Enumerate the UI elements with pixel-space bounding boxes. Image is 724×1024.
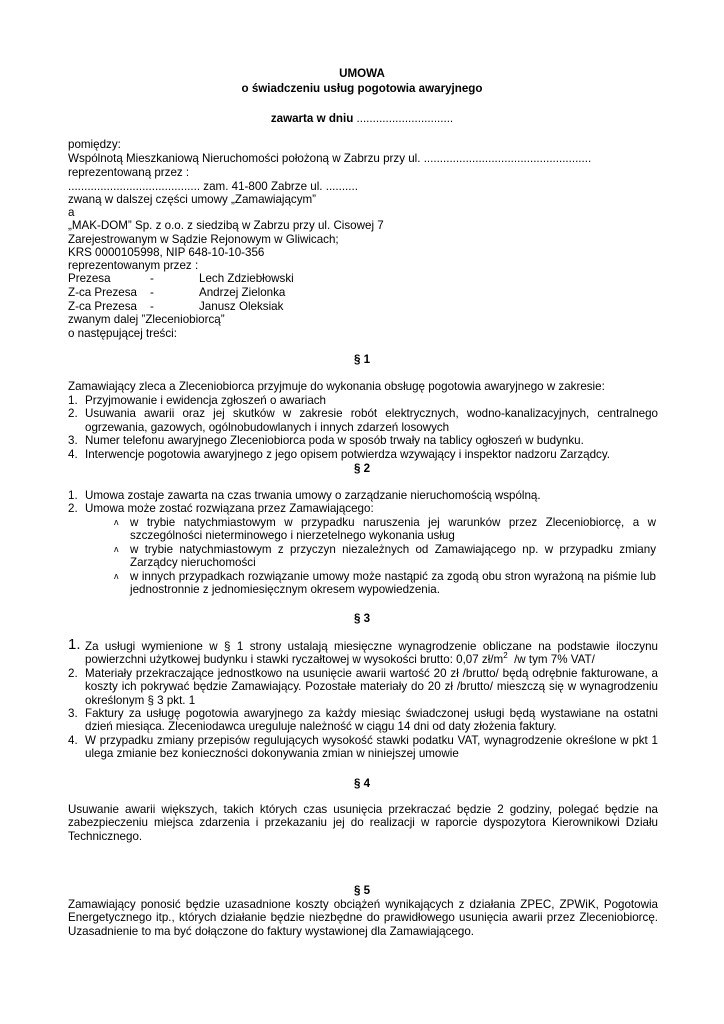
section-3-list [68, 636, 658, 761]
item-text: Numer telefonu awaryjnego Zleceniobiorca poda w sposób trwały na tablicy ogłoszeń w budynku. [85, 434, 584, 448]
krs-line: KRS 0000105998, NIP 648-10-10-356 [68, 246, 265, 259]
concluded-label: zawarta w dniu [270, 112, 354, 125]
board-dash: - [150, 286, 154, 299]
list-item [68, 394, 658, 407]
board-name: Janusz Oleksiak [199, 300, 284, 313]
represented-label-2: reprezentowanym przez : [68, 259, 199, 272]
item-number: 4. [68, 733, 78, 747]
board-dash: - [150, 272, 154, 285]
item-number: 2. [68, 407, 78, 421]
section-heading-2: § 2 [353, 462, 371, 475]
item-number: 3. [68, 434, 78, 448]
list-item [68, 667, 658, 707]
document-subtitle: o świadczeniu usług pogotowia awaryjnego [241, 82, 483, 95]
bullet-icon: ᴧ [114, 517, 119, 527]
list-item [68, 502, 658, 515]
item-number: 2. [68, 502, 78, 516]
list-item [68, 448, 658, 461]
contractor-called-line: zwanym dalej ”Zleceniobiorcą” [68, 313, 225, 326]
list-item [68, 434, 658, 447]
document-title: UMOWA [339, 67, 385, 80]
item-text: Za usługi wymienione w § 1 strony ustalają miesięczne wynagrodzenie obliczane na podstawie iloczynu powierzchni użytkowej budynku i stawki ryczałtowej w wysokości brutto: 0,07 zł/m [85, 640, 658, 667]
section-heading-4: § 4 [353, 777, 371, 790]
concluded-line [0, 112, 724, 125]
content-intro: o następującej treści: [68, 327, 177, 340]
item-number: 1. [68, 394, 78, 407]
represented-label-1: reprezentowaną przez : [68, 166, 190, 179]
bullet-text: w trybie natychmiastowym w przypadku naruszenia jej warunków przez Zleceniobiorcę, a w szczególności nieterminowego i nierzetelnego wykonania usług [130, 516, 656, 543]
item-text: Interwencje pogotowia awaryjnego z jego opisem potwierdza wzywający i inspektor nadzoru Zarządcy. [85, 447, 610, 461]
item-text: Umowa zostaje zawarta na czas trwania umowy o zarządzanie nieruchomością wspólną. [85, 489, 541, 502]
concluded-dots: .............................. [353, 112, 454, 125]
item-number: 1. [68, 636, 81, 653]
section-heading-3: § 3 [353, 612, 371, 625]
client-called-line: zwaną w dalszej części umowy „Zamawiającym” [68, 193, 317, 206]
bullet-item [114, 516, 656, 543]
and-word: a [68, 206, 75, 219]
registered-line: Zarejestrowanym w Sądzie Rejonowym w Gliwicach; [68, 233, 339, 246]
section-5-text: Zamawiający ponosić będzie uzasadnione koszty obciążeń wynikających z działania ZPEC, ZPWiK, Pogotowia Energetycznego itp., których działanie będzie niezbędne do prawidłowego usunięcia awarii przez Zleceniobiorcę. Uzasadnienie to ma być dołączone do faktury wystawionej dla Zamawiającego. [68, 898, 658, 938]
board-role: Prezesa [68, 272, 111, 285]
board-role: Z-ca Prezesa [68, 286, 137, 299]
bullet-text: w trybie natychmiastowym z przyczyn niezależnych od Zamawiającego np. w przypadku zmiany Zarządcy nieruchomości [130, 542, 656, 570]
bullet-text: w innych przypadkach rozwiązanie umowy może nastąpić za zgodą obu stron wyrażoną na piśmie lub jednostronnie z jednomiesięcznym okresem wypowiedzenia. [130, 569, 656, 597]
section-heading-5: § 5 [353, 884, 371, 897]
item-number: 2. [68, 666, 78, 680]
community-line: Wspólnotą Mieszkaniową Nieruchomości położoną w Zabrzu przy ul. .................................................... [68, 152, 592, 165]
list-item [68, 407, 658, 434]
section-2-list [68, 489, 658, 516]
bullet-icon: ᴧ [114, 570, 119, 581]
section-1-intro: Zamawiający zleca a Zleceniobiorca przyjmuje do wykonania obsługę pogotowia awaryjnego w zakresie: [68, 380, 605, 393]
item-number: 3. [68, 707, 78, 721]
list-item [68, 734, 658, 761]
section-2-bullets [114, 516, 656, 596]
bullet-icon: ᴧ [114, 543, 119, 554]
board-name: Lech Zdziebłowski [199, 272, 294, 285]
item-text: Usuwania awarii oraz jej skutków w zakresie robót elektrycznych, wodno-kanalizacyjnych, centralnego ogrzewania, gazowych, ogólnobudowlanych i innych zdarzeń losowych [85, 407, 658, 434]
item-text: Materiały przekraczające jednostkowo na usunięcie awarii wartość 20 zł /brutto/ będą odrębnie fakturowane, a koszty ich pokrywać będzie Zamawiający. Pozostałe materiały do 20 zł /brutto/ mieszczą się w wynagrodzeniu określonym § 3 pkt. 1 [85, 666, 658, 707]
item-text: Faktury za usługę pogotowia awaryjnego za każdy miesiąc świadczonej usługi będą wystawiane na ostatni dzień miesiąca. Zleceniodawca ureguluje należność w ciągu 14 dni od daty złożenia faktury. [85, 707, 658, 734]
item-text-after: /w tym 7% VAT/ [507, 653, 595, 667]
bullet-item [114, 543, 656, 570]
superscript: 2 [503, 651, 508, 661]
section-4-text: Usuwanie awarii większych, takich których czas usunięcia przekraczać będzie 2 godziny, polegać będzie na zabezpieczeniu miejsca zdarzenia i przekazaniu jej do realizacji w raporcie dyspozytora Kierownikowi Działu Technicznego. [68, 803, 658, 843]
between-label: pomiędzy: [68, 138, 121, 151]
item-text: Przyjmowanie i ewidencja zgłoszeń o awariach [85, 394, 327, 407]
bullet-item [114, 570, 656, 597]
list-item [68, 636, 658, 667]
item-number: 1. [68, 489, 78, 502]
item-text: W przypadku zmiany przepisów regulujących wysokość stawki podatku VAT, wynagrodzenie określone w pkt 1 ulega zmianie bez konieczności dokonywania zmian w niniejszej umowie [85, 733, 658, 761]
list-item [68, 707, 658, 734]
board-name: Andrzej Zielonka [199, 286, 286, 299]
board-role: Z-ca Prezesa [68, 300, 137, 313]
section-1-list [68, 394, 658, 461]
section-heading-1: § 1 [353, 353, 371, 366]
board-dash: - [150, 300, 154, 313]
list-item [68, 489, 658, 502]
address-line: ......................................... zam. 41-800 Zabrze ul. .......... [68, 180, 358, 193]
item-number: 4. [68, 447, 78, 461]
item-text: Umowa może zostać rozwiązana przez Zamawiającego: [85, 502, 374, 516]
contractor-line: „MAK-DOM” Sp. z o.o. z siedzibą w Zabrzu przy ul. Cisowej 7 [68, 219, 384, 232]
